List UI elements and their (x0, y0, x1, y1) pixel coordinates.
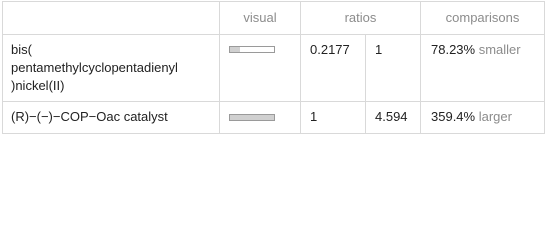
row-1-comparison-value: 78.23% (431, 42, 476, 57)
row-2-ratio-a: 1 (310, 109, 318, 124)
row-2-bar (229, 114, 275, 121)
row-2-name: (R)−(−)−COP−Oac catalyst (11, 109, 168, 124)
header-visual: visual (243, 10, 277, 25)
row-2-comparison (431, 108, 512, 126)
row-1-comparison-word: smaller (478, 42, 521, 57)
header-ratios: ratios (344, 10, 377, 25)
row-1-name: bis( pentamethylcyclopentadienyl )nickel(II) (11, 42, 178, 93)
row-1-ratio-a: 0.2177 (310, 42, 350, 57)
header-comparisons: comparisons (445, 10, 520, 25)
comparison-table (2, 1, 545, 134)
row-1-ratio-b: 1 (375, 42, 383, 57)
divider (3, 34, 544, 35)
row-2-ratio-b: 4.594 (375, 109, 408, 124)
row-1-bar (229, 46, 275, 53)
row-2-bar-fill (230, 115, 274, 120)
divider (365, 35, 366, 133)
divider (3, 101, 544, 102)
row-2-comparison-word: larger (478, 109, 512, 124)
row-1-comparison (431, 41, 521, 59)
row-2-comparison-value: 359.4% (431, 109, 476, 124)
row-1-bar-fill (230, 47, 240, 52)
